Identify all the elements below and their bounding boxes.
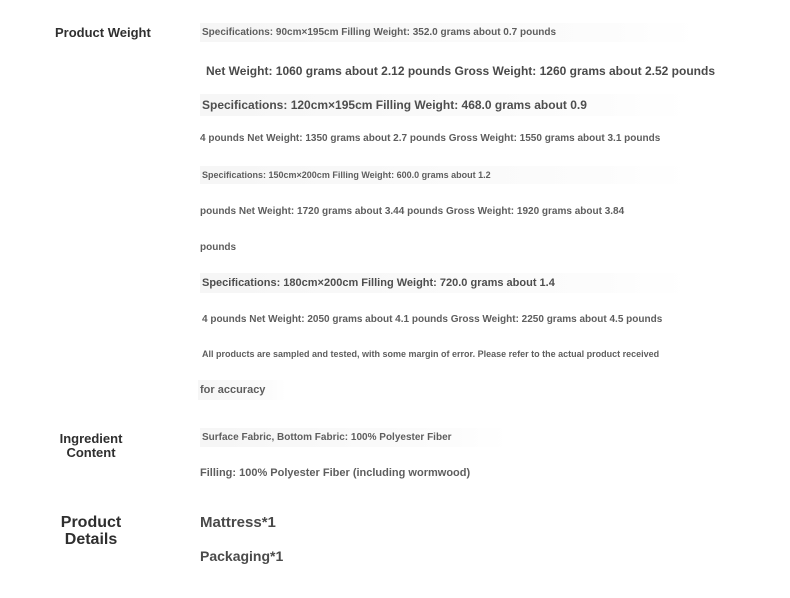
product-weight-label: Product Weight: [55, 25, 151, 40]
details-label-line2: Details: [64, 530, 118, 548]
spec-line-5: Specifications: 150cm×200cm Filling Weight: 600.0 grams about 1.2: [200, 166, 688, 184]
spec-line-6: pounds Net Weight: 1720 grams about 3.44 pounds Gross Weight: 1920 grams about 3.84: [200, 206, 625, 217]
spec-line-8: Specifications: 180cm×200cm Filling Weight: 720.0 grams about 1.4: [200, 273, 688, 293]
details-line-1: Mattress*1: [200, 514, 276, 531]
product-details-label: [55, 515, 127, 549]
spec-line-4: 4 pounds Net Weight: 1350 grams about 2.7 pounds Gross Weight: 1550 grams about 3.1 pounds: [200, 133, 661, 144]
details-line-2: Packaging*1: [200, 548, 284, 564]
ingredient-label-line1: Ingredient: [59, 431, 123, 446]
disclaimer-line-2: for accuracy: [198, 380, 286, 400]
ingredient-line-1: Surface Fabric, Bottom Fabric: 100% Polyester Fiber: [200, 428, 508, 447]
spec-line-9: 4 pounds Net Weight: 2050 grams about 4.1 pounds Gross Weight: 2250 grams about 4.5 pounds: [202, 314, 663, 325]
disclaimer-line-1: All products are sampled and tested, with some margin of error. Please refer to the actual product received: [202, 349, 660, 359]
ingredient-label-line2: Content: [66, 444, 116, 460]
spec-line-7: pounds: [200, 242, 237, 253]
ingredient-content-label: [56, 432, 126, 459]
ingredient-line-2: Filling: 100% Polyester Fiber (including wormwood): [200, 467, 471, 479]
spec-line-1: Specifications: 90cm×195cm Filling Weight: 352.0 grams about 0.7 pounds: [200, 23, 698, 42]
spec-line-2: Net Weight: 1060 grams about 2.12 pounds Gross Weight: 1260 grams about 2.52 pounds: [206, 64, 716, 78]
spec-line-3: Specifications: 120cm×195cm Filling Weight: 468.0 grams about 0.9: [200, 94, 688, 116]
details-label-line1: Product: [60, 514, 122, 531]
